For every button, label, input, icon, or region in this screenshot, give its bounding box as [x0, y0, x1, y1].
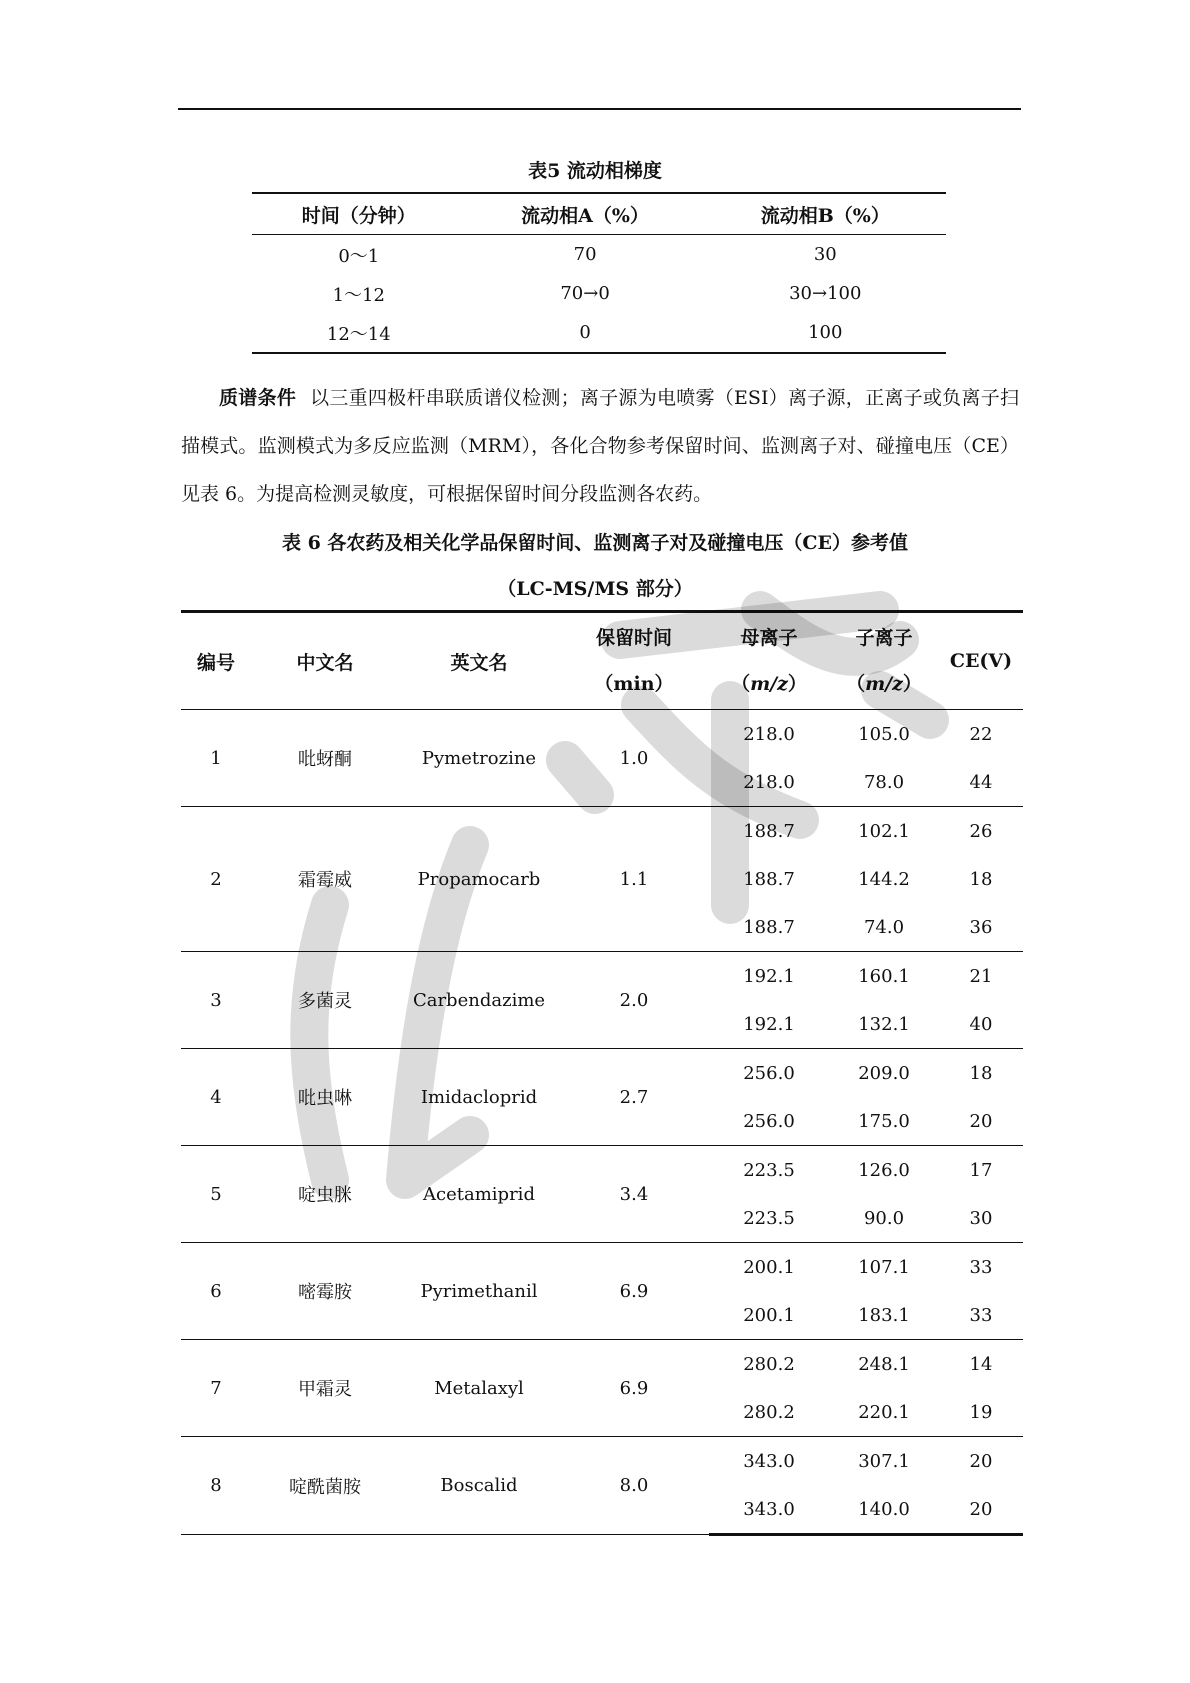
table5-cell: 100: [705, 313, 946, 353]
table6-cell-parent: 256.0: [709, 1097, 829, 1146]
table6-cell-ce: 14: [969, 1353, 993, 1375]
table6-cell-daughter: 74.0: [829, 903, 939, 952]
table6-cell-cn: 甲霜灵: [251, 1340, 399, 1437]
table6-cell-parent: 188.7: [743, 820, 795, 842]
header-line: （min）: [594, 673, 674, 695]
table6-header-daughter: [829, 612, 939, 710]
paragraph-text: 以三重四极杆串联质谱仪检测；离子源为电喷雾（ESI）离子源，正离子或负离子扫描模式。监测模式为多反应监测（MRM），各化合物参考保留时间、监测离子对、碰撞电压（CE）见表 6。为提高检测灵敏度，可根据保留时间分段监测各农药。: [181, 387, 1019, 505]
table6-cell-no: 7: [181, 1340, 251, 1437]
table-row: [252, 313, 946, 353]
table6-cell-en: Boscalid: [399, 1437, 559, 1535]
table6-cell-daughter: 220.1: [829, 1388, 939, 1437]
table6-cell-en: Acetamiprid: [399, 1146, 559, 1243]
table6-cell-daughter: 140.0: [829, 1485, 939, 1535]
table6-cell-ce: 44: [939, 758, 1023, 807]
table6-cell-daughter: 209.0: [858, 1062, 910, 1084]
table-row: [181, 1437, 1023, 1486]
table6-header-ce: CE(V): [939, 612, 1023, 710]
table6-cell-daughter: 183.1: [829, 1291, 939, 1340]
table6-cell-rt: 6.9: [559, 1340, 709, 1437]
table5-cell: 70: [573, 244, 597, 265]
table6-cell-no: 3: [181, 952, 251, 1049]
table5-cell: 1～12: [332, 284, 385, 306]
table5-cell: 30: [813, 244, 837, 265]
table6-cell-no: 8: [181, 1437, 251, 1535]
header-line: 母离子: [740, 627, 798, 649]
table6-cell-daughter: 126.0: [858, 1159, 910, 1181]
paragraph-lead: 质谱条件: [219, 387, 297, 409]
table5-cell: 30→100: [789, 283, 862, 304]
table-row: [181, 710, 1023, 759]
table6-cell-ce: 21: [969, 965, 993, 987]
table6-cell-daughter: 90.0: [829, 1194, 939, 1243]
table6-cell-parent: 280.2: [743, 1353, 795, 1375]
table6-cell-ce: 33: [969, 1256, 993, 1278]
table6-cell-en: Carbendazime: [399, 952, 559, 1049]
table6-header-no: 编号: [181, 612, 251, 710]
table6-cell-no: 5: [181, 1146, 251, 1243]
table6-caption: 表 6 各农药及相关化学品保留时间、监测离子对及碰撞电压（CE）参考值: [281, 532, 909, 554]
table6-cell-ce: 20: [939, 1097, 1023, 1146]
table6-cell-parent: 200.1: [709, 1291, 829, 1340]
table6-cell-parent: 223.5: [743, 1159, 795, 1181]
table-row: [181, 807, 1023, 856]
table6-caption-sub: （LC-MS/MS 部分）: [497, 578, 693, 600]
table6-cell-ce: 20: [969, 1450, 993, 1472]
table6-cell-parent: 256.0: [743, 1062, 795, 1084]
table6-cell-ce: 18: [969, 1062, 993, 1084]
table6-cell-daughter: 307.1: [858, 1450, 910, 1472]
table6-cell-ce: 17: [969, 1159, 993, 1181]
table5-cell: 0～1: [338, 245, 380, 267]
table6-cell-daughter: 144.2: [858, 868, 910, 890]
table6-cell-en: Pyrimethanil: [399, 1243, 559, 1340]
table6-cell-daughter: 175.0: [829, 1097, 939, 1146]
ms-conditions-paragraph: [181, 374, 1019, 518]
table6-cell-en: Metalaxyl: [399, 1340, 559, 1437]
paren: ）: [902, 673, 922, 695]
table5-cell: 70→0: [560, 283, 610, 304]
table6-header-en: 英文名: [399, 612, 559, 710]
table-row: [181, 952, 1023, 1001]
table6-cell-daughter: 132.1: [829, 1000, 939, 1049]
table6-cell-parent: 343.0: [709, 1485, 829, 1535]
table5-cell: 0: [466, 313, 705, 353]
table6-cell-parent: 343.0: [743, 1450, 795, 1472]
table6-cell-daughter: 160.1: [858, 965, 910, 987]
table6-cell-rt: 1.1: [559, 807, 709, 952]
table6-cell-no: 1: [181, 710, 251, 807]
table6: [181, 610, 1023, 1536]
table6-cell-cn: 啶虫脒: [251, 1146, 399, 1243]
table5-cell: 12～14: [252, 313, 466, 353]
table5: [252, 192, 946, 354]
table6-cell-parent: 223.5: [709, 1194, 829, 1243]
table6-cell-daughter: 107.1: [858, 1256, 910, 1278]
paren: （: [846, 673, 866, 695]
header-line: [709, 661, 829, 707]
table6-cell-daughter: 102.1: [858, 820, 910, 842]
table6-cell-parent: 188.7: [743, 868, 795, 890]
table6-cell-ce: 26: [969, 820, 993, 842]
table6-cell-daughter: 78.0: [829, 758, 939, 807]
table6-cell-parent: 218.0: [743, 723, 795, 745]
table5-header-time: 时间（分钟）: [252, 193, 466, 235]
mz-label: m/z: [750, 673, 788, 695]
mz-label: m/z: [865, 673, 903, 695]
table6-cell-rt: 3.4: [559, 1146, 709, 1243]
table6-cell-rt: 6.9: [559, 1243, 709, 1340]
table6-header-parent: [709, 612, 829, 710]
table6-cell-en: Pymetrozine: [399, 710, 559, 807]
header-line: 保留时间: [595, 627, 672, 649]
table6-cell-ce: 36: [939, 903, 1023, 952]
table5-header-phase-b: 流动相B（%）: [705, 193, 946, 235]
table6-cell-en: Propamocarb: [399, 807, 559, 952]
table6-header-cn: 中文名: [251, 612, 399, 710]
table6-cell-no: 4: [181, 1049, 251, 1146]
table6-cell-cn: 啶酰菌胺: [251, 1437, 399, 1535]
table6-cell-no: 6: [181, 1243, 251, 1340]
table5-caption: 表5 流动相梯度: [528, 160, 662, 182]
table5-header-phase-a: 流动相A（%）: [466, 193, 705, 235]
table6-cell-cn: 吡蚜酮: [251, 710, 399, 807]
table6-cell-ce: 40: [939, 1000, 1023, 1049]
table6-header-rt: [559, 612, 709, 710]
table6-cell-daughter: 105.0: [858, 723, 910, 745]
table-row: [252, 274, 946, 313]
table6-cell-ce: 20: [939, 1485, 1023, 1535]
table6-cell-ce: 19: [939, 1388, 1023, 1437]
header-line: [829, 661, 939, 707]
table6-cell-ce: 33: [939, 1291, 1023, 1340]
table-row: [181, 1049, 1023, 1098]
table6-cell-cn: 霜霉威: [251, 807, 399, 952]
table6-cell-parent: 192.1: [709, 1000, 829, 1049]
table6-cell-parent: 280.2: [709, 1388, 829, 1437]
table6-cell-parent: 218.0: [709, 758, 829, 807]
table6-cell-cn: 吡虫啉: [251, 1049, 399, 1146]
table6-cell-cn: 多菌灵: [251, 952, 399, 1049]
table6-cell-en: Imidacloprid: [399, 1049, 559, 1146]
table6-cell-parent: 192.1: [743, 965, 795, 987]
table6-cell-daughter: 248.1: [858, 1353, 910, 1375]
table6-cell-parent: 188.7: [709, 903, 829, 952]
table6-cell-rt: 2.0: [559, 952, 709, 1049]
header-rule: [178, 108, 1021, 110]
table-row: [252, 235, 946, 275]
table-row: [181, 1243, 1023, 1292]
table6-cell-ce: 22: [969, 723, 993, 745]
paren: ）: [787, 673, 807, 695]
table6-cell-ce: 30: [939, 1194, 1023, 1243]
table-row: [181, 1146, 1023, 1195]
table6-cell-rt: 2.7: [559, 1049, 709, 1146]
table-row: [181, 1340, 1023, 1389]
table6-cell-rt: 1.0: [559, 710, 709, 807]
table6-cell-rt: 8.0: [559, 1437, 709, 1535]
paren: （: [731, 673, 751, 695]
table6-cell-parent: 200.1: [743, 1256, 795, 1278]
table6-cell-ce: 18: [969, 868, 993, 890]
table6-cell-cn: 嘧霉胺: [251, 1243, 399, 1340]
table6-cell-no: 2: [181, 807, 251, 952]
header-line: 子离子: [855, 627, 913, 649]
